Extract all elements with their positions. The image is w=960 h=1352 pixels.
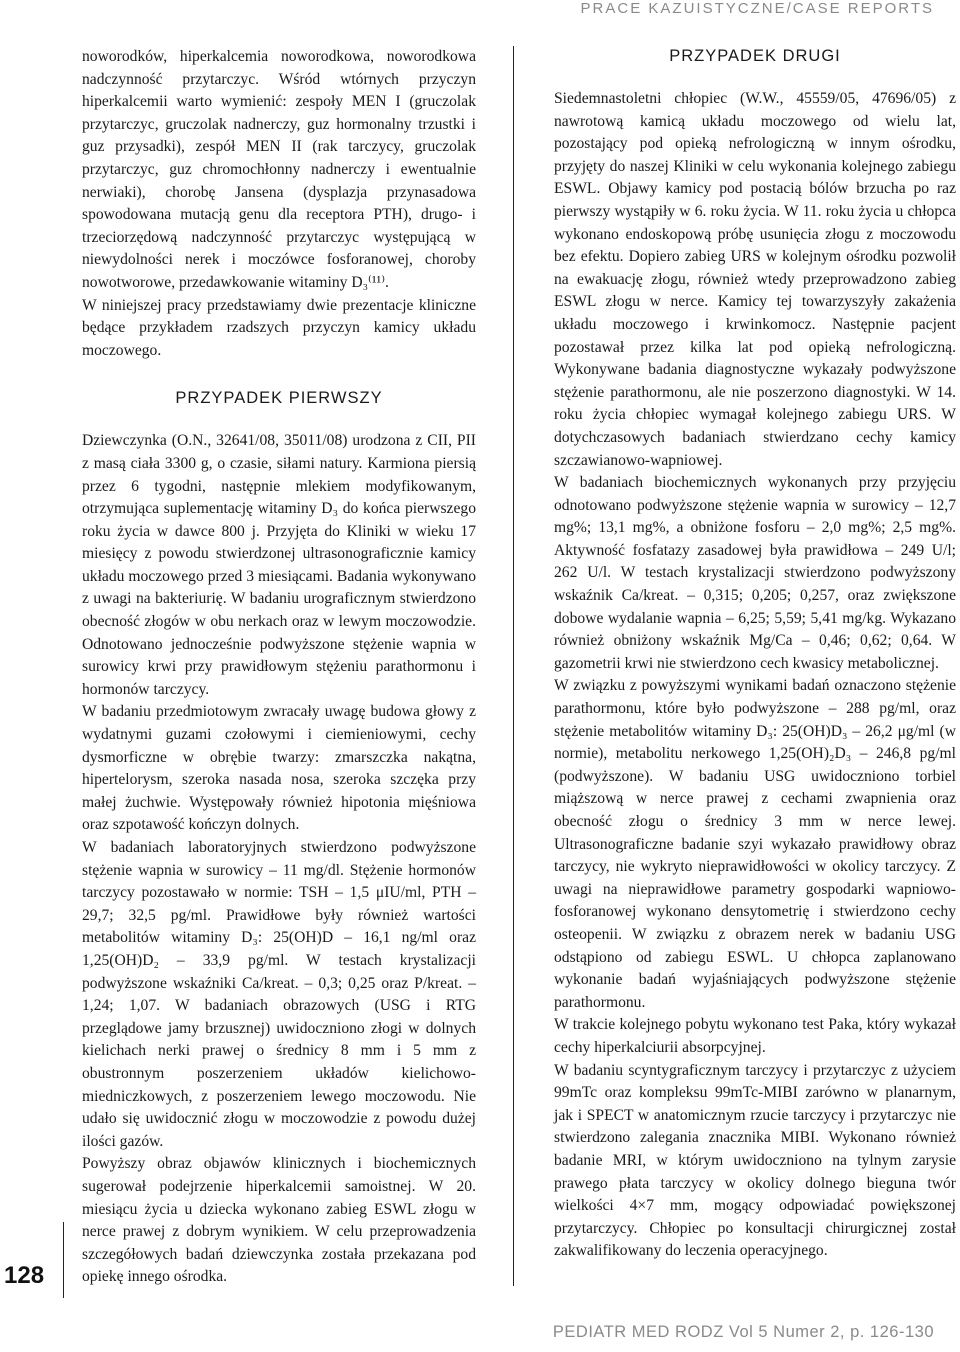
case-one-heading: PRZYPADEK PIERWSZY [175, 389, 383, 408]
right-paragraph-5: W badaniu scyntygraficznym tarczycy i przytarczyc z użyciem 99mTc oraz kompleksu 99mTc-MIBI zarówno w planarnym, jak i SPECT w anatomicznym rzucie tarczycy i przytarczyc nie stwierdzono zalegania znacznika MIBI. Wykonano również badanie MRI, w którym uwidoczniono na tylnym zarysie prawego płata tarczycy w okolicy dolnego bieguna twór wielkości 4×7 mm, mogący odpowiadać powiększonej przytarczycy. Chłopiec po konsultacji chirurgicznej został zakwalifikowany do leczenia operacyjnego. [554, 1061, 956, 1260]
page-number-rule [63, 1222, 64, 1298]
left-paragraph-1: noworodków, hiperkalcemia noworodkowa, noworodkowa nadczynność przytarczyc. Wśród wtórnych przyczyn hiperkalcemii warto wymienić: zespoły MEN I (gruczolak przytarczyc, gruczolak nadnerczy, guz hormonalny trzustki i guz przysadki), zespół MEN II (rak tarczycy, gruczolak przytarczyc, guz chromochłonny nadnerczy i ewentualnie nerwiaki), chorobę Jansena (dysplazja przynasadowa spowodowana mutacją genu dla receptora PTH), drugo- i trzeciorzędową nadczynność przytarczyc występującą w niewydolności nerek i moczówce fosforanowej, choroby nowotworowe, przedawkowanie witaminy D₃⁽¹¹⁾. [82, 48, 476, 291]
column-divider [513, 46, 514, 1286]
left-paragraph-5: W badaniach laboratoryjnych stwierdzono podwyższone stężenie wapnia w surowicy – 11 mg/dl. Stężenie hormonów tarczycy pozostawało w normie: TSH – 1,5 μIU/ml, PTH – 29,7; 32,5 pg/ml. Prawidłowe były również wartości metabolitów witaminy D₃: 25(OH)D – 16,1 ng/ml oraz 1,25(OH)D₂ – 33,9 pg/ml. W testach krystalizacji podwyższone wskaźniki Ca/kreat. – 0,3; 0,25 oraz P/kreat. – 1,24; 1,07. W badaniach obrazowych (USG i RTG przeglądowe jamy brzusznej) uwidoczniono złogi w dolnych kielichach nerki prawej o średnicy 8 mm i 5 mm z obustronnym poszerzeniem układów kielichowo-miedniczkowych, z poszerzeniem lewego moczowodu. Nie udało się uwidocznić złogu w moczowodzie z powodu dużej ilości gazów. [82, 839, 476, 1150]
left-paragraph-3: Dziewczynka (O.N., 32641/08, 35011/08) urodzona z CII, PII z masą ciała 3300 g, o czasie, siłami natury. Karmiona piersią przez 6 tygodni, następnie mlekiem modyfikowanym, otrzymująca suplementację witaminy D₃ do końca pierwszego roku życia w dawce 800 j. Przyjęta do Kliniki w wieku 17 miesięcy z powodu stwierdzonej ultrasonograficznie kamicy układu moczowego przed 3 miesiącami. Badania wykonywano z uwagi na bakteriurię. W badaniu urograficznym stwierdzono obecność złogów w obu nerkach oraz w lewym moczowodzie. Odnotowano jednocześnie podwyższone stężenie wapnia w surowicy krwi przy prawidłowym stężeniu parathormonu i hormonów tarczycy. [82, 432, 476, 698]
page-number: 128 [4, 1262, 45, 1289]
journal-citation: PEDIATR MED RODZ Vol 5 Numer 2, p. 126-130 [552, 1323, 934, 1341]
left-paragraph-6: Powyższy obraz objawów klinicznych i biochemicznych sugerował podejrzenie hiperkalcemii samoistnej. W 20. miesiącu życia u dziecka wykonano zabieg ESWL złogu w nerce prawej z dobrym wynikiem. W celu przeprowadzenia szczegółowych badań dziewczynka została przekazana pod opiekę innego ośrodka. [82, 1155, 476, 1286]
case-two-heading: PRZYPADEK DRUGI [669, 47, 841, 65]
running-head: PRACE KAZUISTYCZNE/CASE REPORTS [580, 0, 934, 17]
right-column [554, 46, 956, 1263]
right-paragraph-1: Siedemnastoletni chłopiec (W.W., 45559/05, 47696/05) z nawrotową kamicą układu moczowego od wielu lat, pozostający pod opieką nefrologiczną w innym ośrodku, przyjęty do naszej Kliniki w celu wykonania kolejnego zabiegu ESWL. Objawy kamicy pod postacią bólów brzucha po raz pierwszy wystąpiły w 6. roku życia. W 11. roku życia u chłopca wykonano endoskopową próbę usunięcia złogu z moczowodu bez efektu. Dopiero zabieg URS w kolejnym ośrodku pozwolił na ewakuację złogu, również wtedy przeprowadzono zabieg ESWL złogu w nerce. Kamicy tej towarzyszyły zakażenia układu moczowego i krwinkomocz. Następnie pacjent pozostawał przez kilka lat pod opieką nefrologiczną. Wykonywane badania diagnostyczne wykazały podwyższone stężenie parathormonu, ale nie poszerzono diagnostyki. W 14. roku życia chłopiec wymagał kolejnego zabiegu URS. W dotychczasowych badaniach stwierdzano cechy kamicy szczawianowo-wapniowej. [554, 90, 956, 469]
right-paragraph-2: W badaniach biochemicznych wykonanych przy przyjęciu odnotowano podwyższone stężenie wapnia w surowicy – 12,7 mg%; 13,1 mg%, a obniżone fosforu – 2,0 mg%; 2,5 mg%. Aktywność fosfatazy zasadowej była prawidłowa – 249 U/l; 262 U/l. W testach krystalizacji stwierdzono podwyższony wskaźnik Ca/kreat. – 0,315; 0,205; 0,257, oraz zwiększone dobowe wydalanie wapnia – 6,25; 5,59; 5,41 mg/kg. Wykazano również obniżony wskaźnik Mg/Ca – 0,46; 0,62; 0,64. W gazometrii krwi nie stwierdzono cech kwasicy metabolicznej. [554, 474, 956, 672]
left-paragraph-4: W badaniu przedmiotowym zwracały uwagę budowa głowy z wydatnymi guzami czołowymi i ciemieniowymi, cechy dysmorficzne w obrębie twarzy: zmarszczka nakątna, hipertelorysm, szeroka nasada nosa, szeroka szczęka przy małej żuchwie. Występowały również hipotonia mięśniowa oraz szpotawość kończyn dolnych. [82, 703, 476, 834]
right-paragraph-4: W trakcie kolejnego pobytu wykonano test Paka, który wykazał cechy hiperkalciurii absorpcyjnej. [554, 1016, 956, 1056]
left-column [82, 46, 476, 1289]
left-paragraph-2: W niniejszej pracy przedstawiamy dwie prezentacje kliniczne będące przykładem rzadszych przyczyn kamicy układu moczowego. [82, 296, 476, 359]
right-paragraph-3: W związku z powyższymi wynikami badań oznaczono stężenie parathormonu, które było podwyższone – 288 pg/ml, oraz stężenie metabolitów witaminy D₃: 25(OH)D₃ – 26,2 μg/ml (w normie), metabolitu nerkowego 1,25(OH)₂D₃ – 246,8 pg/ml (podwyższone). W badaniu USG uwidoczniono torbiel miąższową w nerce prawej z cechami zwapnienia oraz obecność złogu o średnicy 3 mm w nerce lewej. Ultrasonograficzne badanie szyi wykazało prawidłowy obraz tarczycy, nie wykryto nieprawidłowości w okolicy tarczycy. Z uwagi na nieprawidłowe parametry gospodarki wapniowo-fosforanowej wykonano densytometrię i stwierdzono cechy osteopenii. W związku z obrazem nerek w badaniu USG odstąpiono od zabiegu ESWL. U chłopca zaplanowano wykonanie badań wyjaśniających podwyższone stężenie parathormonu. [554, 677, 956, 1011]
